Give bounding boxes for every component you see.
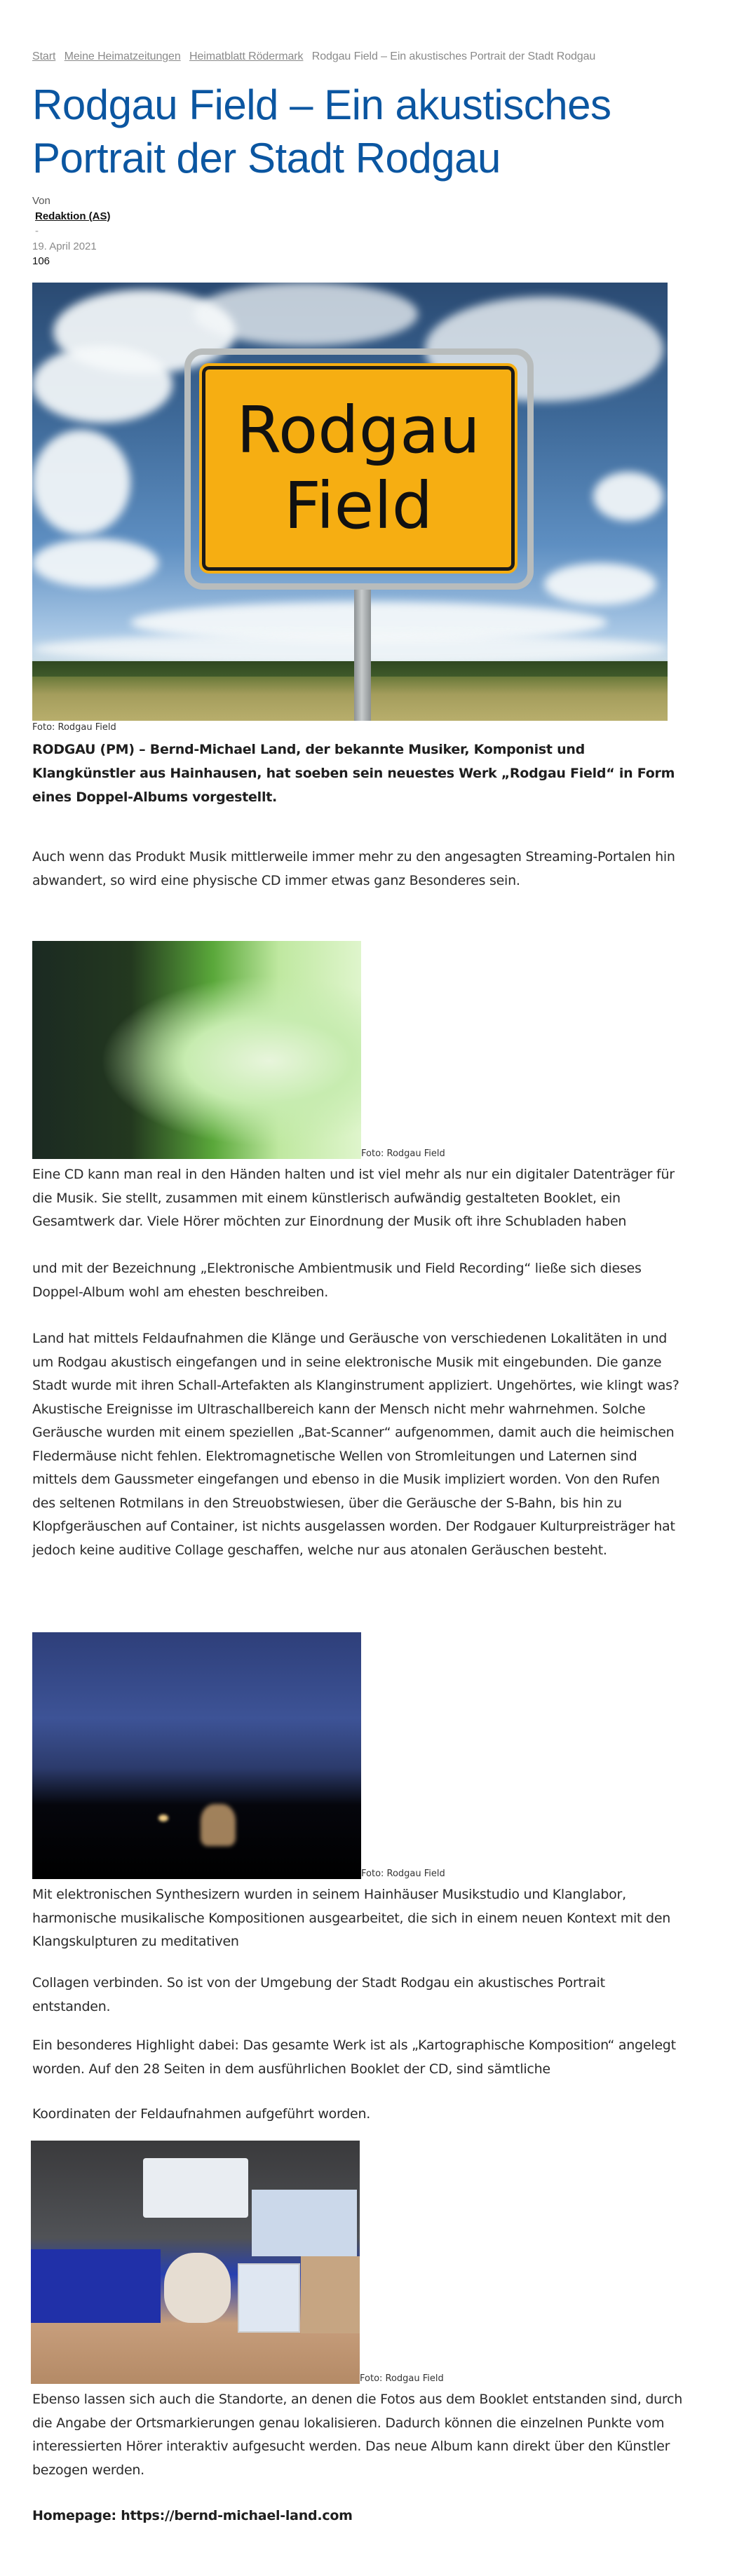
image-caption: Foto: Rodgau Field [32, 722, 116, 733]
cd-boxes-stack [252, 2190, 357, 2256]
meta-separator: - [35, 225, 39, 237]
person-silhouette [201, 1804, 236, 1846]
breadcrumb-current: Rodgau Field – Ein akustisches Portrait der Stadt Rodgau [311, 50, 596, 62]
article-paragraph: und mit der Bezeichnung „Elektronische Ambientmusik und Field Recording“ ließe sich dieses Doppel-Album wohl am ehesten beschreiben. [32, 1261, 642, 1300]
lamp-light [158, 1815, 168, 1822]
sign-pole [354, 590, 371, 721]
cloud-shape [544, 563, 656, 605]
breadcrumb [32, 50, 595, 63]
article-paragraph: Collagen verbinden. So ist von der Umgebung der Stadt Rodgau ein akustisches Portrait entstanden. [32, 1975, 605, 2014]
homepage-link[interactable]: Homepage: https://bernd-michael-land.com [32, 2508, 353, 2523]
cloud-shape [32, 430, 130, 535]
page-title: Rodgau Field – Ein akustisches Portrait der Stadt Rodgau [32, 81, 611, 182]
photo-artist-with-cds [31, 2141, 360, 2384]
author-link[interactable]: Redaktion (AS) [35, 210, 111, 222]
cloud-shape [32, 346, 173, 423]
photo-night-field-recording [32, 1632, 361, 1879]
sign-plate [199, 363, 518, 574]
view-count: 106 [32, 255, 50, 267]
article-paragraph: Land hat mittels Feldaufnahmen die Klänge und Geräusche von verschiedenen Lokalitäten in und um Rodgau akustisch eingefangen und in seine elektronische Musik mit eingebunden. Die ganze Stadt wurde mit ihren Schall-Artefakten als Klanginstrument appliziert. Ungehörtes, wie klingt was? Akustische Ereignisse im Ultraschallbereich kann der Mensch nicht mehr wahrnehmen. Solche Geräusche wurden mit einem speziellen „Bat-Scanner“ aufgenommen, damit auch die heimischen Fledermäuse nicht fehlen. Elektromagnetische Wellen von Stromleitungen und Laternen sind mittels dem Gaussmeter eingefangen und ebenso in die Musik impliziert worden. Von den Rufen des seltenen Rotmilans in den Streuobstwiesen, über die Geräusche der S-Bahn, bis hin zu Klopfgeräuschen auf Container, ist nichts ausgelassen worden. Der Rodgauer Kulturpreisträger hat jedoch keine auditive Collage geschaffen, welche nur aus atonalen Geräuschen besteht. [32, 1331, 679, 1558]
article-paragraph: Mit elektronischen Synthesizern wurden in seinem Hainhäuser Musikstudio und Klanglabor, harmonische musikalische Kompositionen ausgearbeitet, die sich in einem neuen Kontext mit den Klangskulpturen zu meditativen [32, 1887, 671, 1949]
breadcrumb-heimatblatt-roedermark[interactable]: Heimatblatt Rödermark [189, 50, 304, 62]
image-caption: Foto: Rodgau Field [361, 1869, 445, 1879]
cardboard-box [301, 2256, 360, 2333]
breadcrumb-start[interactable]: Start [32, 50, 56, 62]
breadcrumb-meine-heimatzeitungen[interactable]: Meine Heimatzeitungen [64, 50, 181, 62]
article-paragraph: Ein besonderes Highlight dabei: Das gesamte Werk ist als „Kartographische Komposition“ angelegt worden. Auf den 28 Seiten in dem ausführlichen Booklet der CD, sind sämtliche [32, 2038, 676, 2077]
cd-stack-blue [31, 2249, 161, 2323]
article-meta [32, 194, 111, 269]
cd-box [238, 2263, 300, 2333]
article-paragraph: Eine CD kann man real in den Händen halten und ist viel mehr als nur ein digitaler Datenträger für die Musik. Sie stellt, zusammen mit einem künstlerisch aufwändig gestalteten Booklet, ein Gesamtwerk dar. Viele Hörer möchten zur Einordnung der Musik oft ihre Schubladen haben [32, 1167, 675, 1229]
article-paragraph: Ebenso lassen sich auch die Standorte, an denen die Fotos aus dem Booklet entstanden sind, durch die Angabe der Ortsmarkierungen genau lokalisieren. Dadurch können die einzelnen Punkte vom interessierten Hörer interaktiv aufgesucht werden. Das neue Album kann direkt über den Künstler bezogen werden. [32, 2392, 683, 2478]
hero-image-town-sign [32, 283, 668, 721]
article-lead: RODGAU (PM) – Bernd-Michael Land, der bekannte Musiker, Komponist und Klangkünstler aus Hainhausen, hat soeben sein neuestes Werk „Rodgau Field“ in Form eines Doppel-Albums vorgestellt. [32, 742, 675, 805]
cloud-shape [32, 538, 158, 588]
cloud-shape [593, 472, 663, 521]
sign-text-line2: Field [283, 468, 433, 543]
image-caption: Foto: Rodgau Field [360, 2373, 444, 2384]
image-caption: Foto: Rodgau Field [361, 1148, 445, 1159]
article-paragraph: Koordinaten der Feldaufnahmen aufgeführt worden. [32, 2106, 371, 2122]
article-paragraph: Auch wenn das Produkt Musik mittlerweile immer mehr zu den angesagten Streaming-Portalen hin abwandert, so wird eine physische CD immer etwas ganz Besonderes sein. [32, 849, 675, 888]
publish-date: 19. April 2021 [32, 240, 97, 252]
horizon-treeline [32, 661, 668, 677]
sign-text-line1: Rodgau [236, 393, 480, 468]
cloud-shape [32, 633, 668, 665]
cd-held-up [143, 2158, 248, 2218]
photo-musician-synthesizer [32, 941, 361, 1159]
artist-face [164, 2253, 231, 2323]
cloud-shape [194, 283, 418, 346]
by-label: Von [32, 195, 50, 207]
